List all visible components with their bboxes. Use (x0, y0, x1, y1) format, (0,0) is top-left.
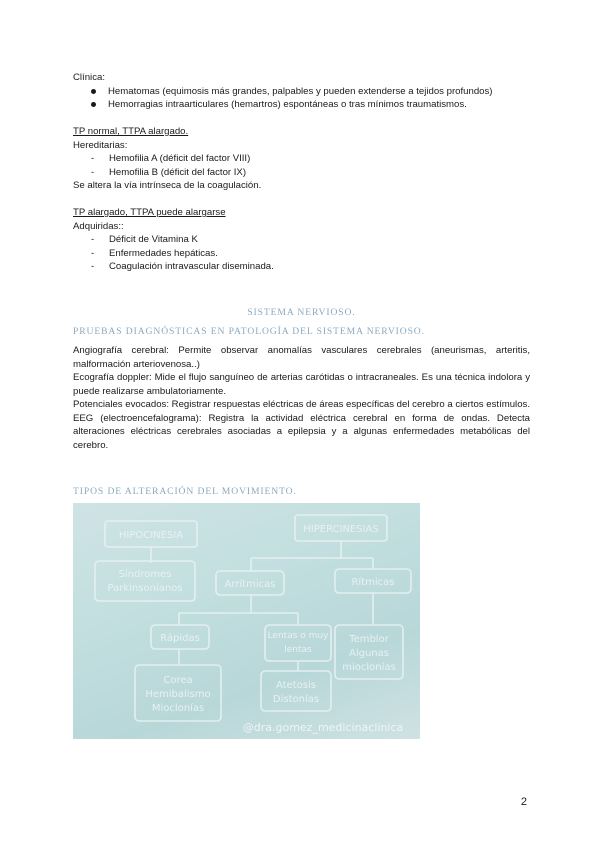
label-rapidas: Rápidas (160, 633, 200, 644)
watermark: @dra.gomez_medicinaclinica (242, 721, 404, 734)
list-item: - Déficit de Vitamina K (73, 233, 530, 247)
clinica-section (73, 71, 530, 112)
paragraph-angiografia: Angiografía cerebral: Permite observar anomalías vasculares cerebrales (aneurismas, arteritis, malformación arteriovenosa..) (73, 345, 530, 370)
label-lentas-1: Lentas o muy (267, 631, 329, 641)
pruebas-title: PRUEBAS DIAGNÓSTICAS EN PATOLOGÍA DEL SISTEMA NERVIOSO. (73, 326, 425, 337)
label-sindromes-1: Síndromes (118, 569, 172, 580)
label-hipocinesia: HIPOCINESIA (118, 530, 184, 541)
paragraph-potenciales: Potenciales evocados: Registrar respuestas eléctricas de áreas específicas del cerebro a ciertos estímulos. (73, 399, 530, 410)
label-atetosis: Atetosis (276, 680, 316, 691)
list-item: - Coagulación intravascular diseminada. (73, 260, 530, 274)
label-distonias: Distonías (272, 694, 320, 705)
box-sindromes (95, 561, 195, 601)
list-item: - Hemofilia A (déficit del factor VIII) (73, 152, 530, 166)
hereditarias-list (73, 152, 530, 179)
label-sindromes-2: Parkinsonianos (107, 583, 183, 594)
label-corea: Corea (163, 675, 193, 686)
movement-diagram-photo (73, 503, 420, 739)
list-item: - Enfermedades hepáticas. (73, 247, 530, 261)
hereditarias-section (73, 125, 530, 193)
list-item: Hematomas (equimosis más grandes, palpables y pueden extenderse a tejidos profundos) (73, 85, 530, 99)
pruebas-paragraphs (73, 344, 530, 452)
adquiridas-label: Adquiridas:: (73, 220, 124, 232)
box-atetosis (261, 671, 331, 711)
adquiridas-heading: TP alargado, TTPA puede alargarse (73, 207, 226, 218)
clinica-label: Clínica: (73, 72, 105, 83)
movement-diagram (73, 503, 420, 739)
adquiridas-list (73, 233, 530, 274)
label-arritmicas: Arrítmicas (224, 579, 276, 590)
label-temblor-1: Temblor (349, 634, 389, 645)
label-hipercinesias: HIPERCINESIAS (303, 524, 379, 535)
movimiento-title: TIPOS DE ALTERACIÓN DEL MOVIMIENTO. (73, 486, 297, 497)
paragraph-eeg: EEG (electroencefalograma): Registra la actividad eléctrica cerebral en forma de ondas. Detecta alteraciones eléctricas cerebrales asociadas a epilepsia y a algunas enfermedades metabólicas del cerebro. (73, 412, 530, 451)
label-temblor-2: Algunas (349, 648, 389, 659)
adquiridas-section (73, 206, 530, 274)
paragraph-ecografia: Ecografía doppler: Mide el flujo sanguíneo de arterias carótidas o intracraneales. Es una técnica indolora y puede realizarse ambulatoriamente. (73, 372, 530, 397)
hereditarias-note: Se altera la vía intrínseca de la coagulación. (73, 180, 262, 191)
list-item: - Hemofilia B (déficit del factor IX) (73, 166, 530, 180)
label-mioclonias: Mioclonías (151, 703, 205, 714)
label-temblor-3: mioclonías (342, 662, 396, 673)
hereditarias-label: Hereditarias: (73, 139, 128, 151)
label-ritmicas: Rítmicas (351, 577, 395, 588)
sistema-title: SISTEMA NERVIOSO. (247, 307, 356, 318)
hereditarias-heading: TP normal, TTPA alargado. (73, 126, 189, 137)
label-lentas-2: lentas (284, 645, 312, 655)
page-number: 2 (520, 796, 527, 808)
label-hemibalismo: Hemibalismo (145, 689, 211, 700)
list-item: Hemorragias intraarticulares (hemartros) espontáneas o tras mínimos traumatismos. (73, 98, 530, 112)
clinica-list (73, 85, 530, 112)
